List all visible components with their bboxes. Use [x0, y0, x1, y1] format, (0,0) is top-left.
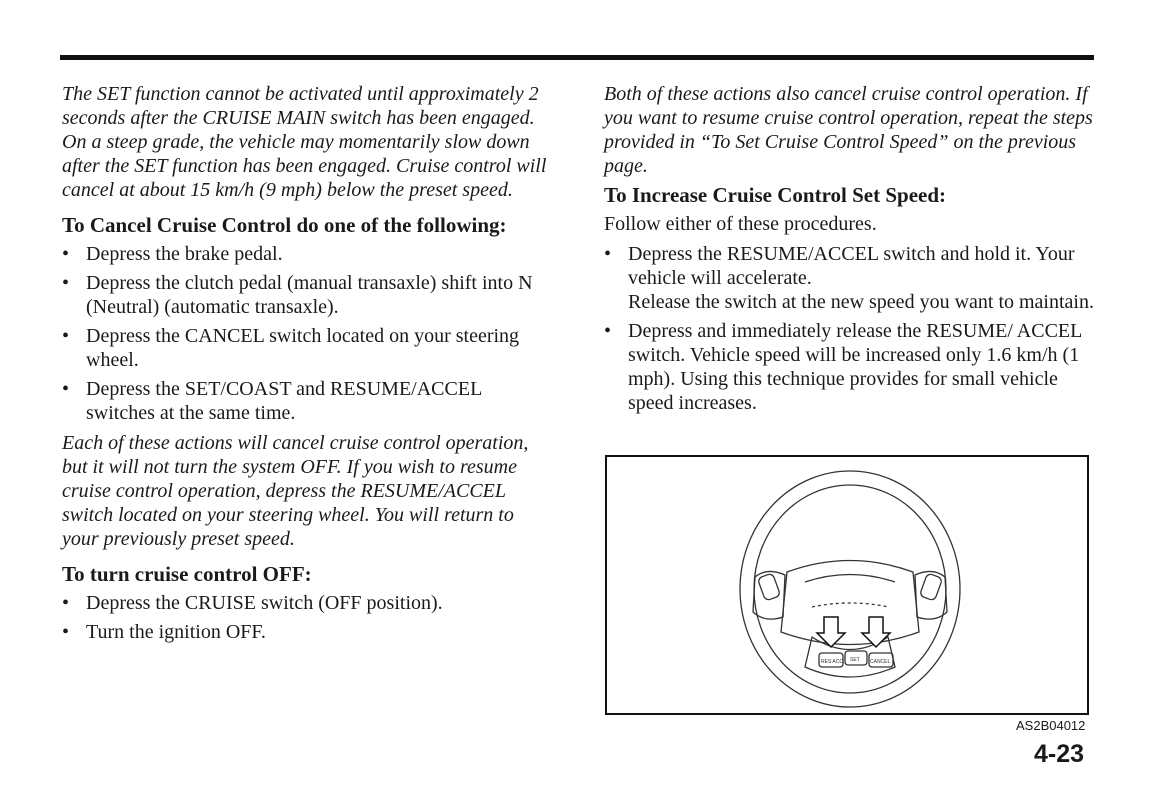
list-item: • Depress the clutch pedal (manual transaxle) shift into N (Neutral) (automatic transaxle). — [62, 271, 552, 319]
increase-intro: Follow either of these procedures. — [604, 213, 877, 235]
down-arrow-icon — [862, 617, 890, 647]
increase-heading: To Increase Cruise Control Set Speed: — [604, 183, 947, 207]
right-column — [604, 82, 1094, 415]
list-item: • Depress the CRUISE switch (OFF position). — [62, 591, 552, 615]
switch-label: RES ACC — [821, 659, 843, 665]
off-heading: To turn cruise control OFF: — [62, 562, 312, 586]
steering-wheel-icon — [607, 457, 1087, 713]
list-item: • Depress the SET/COAST and RESUME/ACCEL switches at the same time. — [62, 377, 552, 425]
list-item-text: • Depress the RESUME/ACCEL switch and hold it. Your vehicle will accelerate. — [628, 243, 1075, 289]
cancel-heading: To Cancel Cruise Control do one of the following: — [62, 213, 507, 237]
switch-label: CANCEL — [870, 659, 891, 665]
right-spoke — [915, 571, 947, 619]
list-item: • Depress the CANCEL switch located on your steering wheel. — [62, 324, 552, 372]
list-item — [604, 242, 1094, 314]
list-item-text: Release the switch at the new speed you want to maintain. — [628, 291, 1094, 313]
cancel-note: Each of these actions will cancel cruise control operation, but it will not turn the system OFF. If you wish to resume cruise control operation, depress the RESUME/ACCEL switch located on your steering wheel. You will return to your previously preset speed. — [62, 432, 529, 550]
steering-wheel-figure — [605, 455, 1089, 715]
figure-code: AS2B04012 — [1016, 718, 1086, 733]
switch-label: SET — [850, 657, 860, 663]
left-column — [62, 82, 552, 644]
wheel-rim-outer — [740, 471, 960, 707]
off-list — [62, 591, 552, 644]
top-rule — [60, 55, 1094, 60]
list-item: • Depress the brake pedal. — [62, 242, 552, 266]
resume-note: Both of these actions also cancel cruise control operation. If you want to resume cruise control operation, repeat the steps provided in “To Set Cruise Control Speed” on the previous page. — [604, 83, 1093, 177]
set-delay-note: The SET function cannot be activated until approximately 2 seconds after the CRUISE MAIN switch has been engaged. — [62, 83, 539, 129]
left-spoke — [753, 571, 785, 619]
list-item: • Depress and immediately release the RESUME/ ACCEL switch. Vehicle speed will be increased only 1.6 km/h (1 mph). Using this technique provides for small vehicle speed increases. — [604, 319, 1094, 415]
cancel-list — [62, 242, 552, 425]
page-number: 4-23 — [1034, 740, 1085, 768]
list-item: • Turn the ignition OFF. — [62, 620, 552, 644]
increase-list — [604, 242, 1094, 415]
steep-grade-note: On a steep grade, the vehicle may momentarily slow down after the SET function has been engaged. Cruise control will cancel at about 15 km/h (9 mph) below the preset speed. — [62, 131, 547, 201]
